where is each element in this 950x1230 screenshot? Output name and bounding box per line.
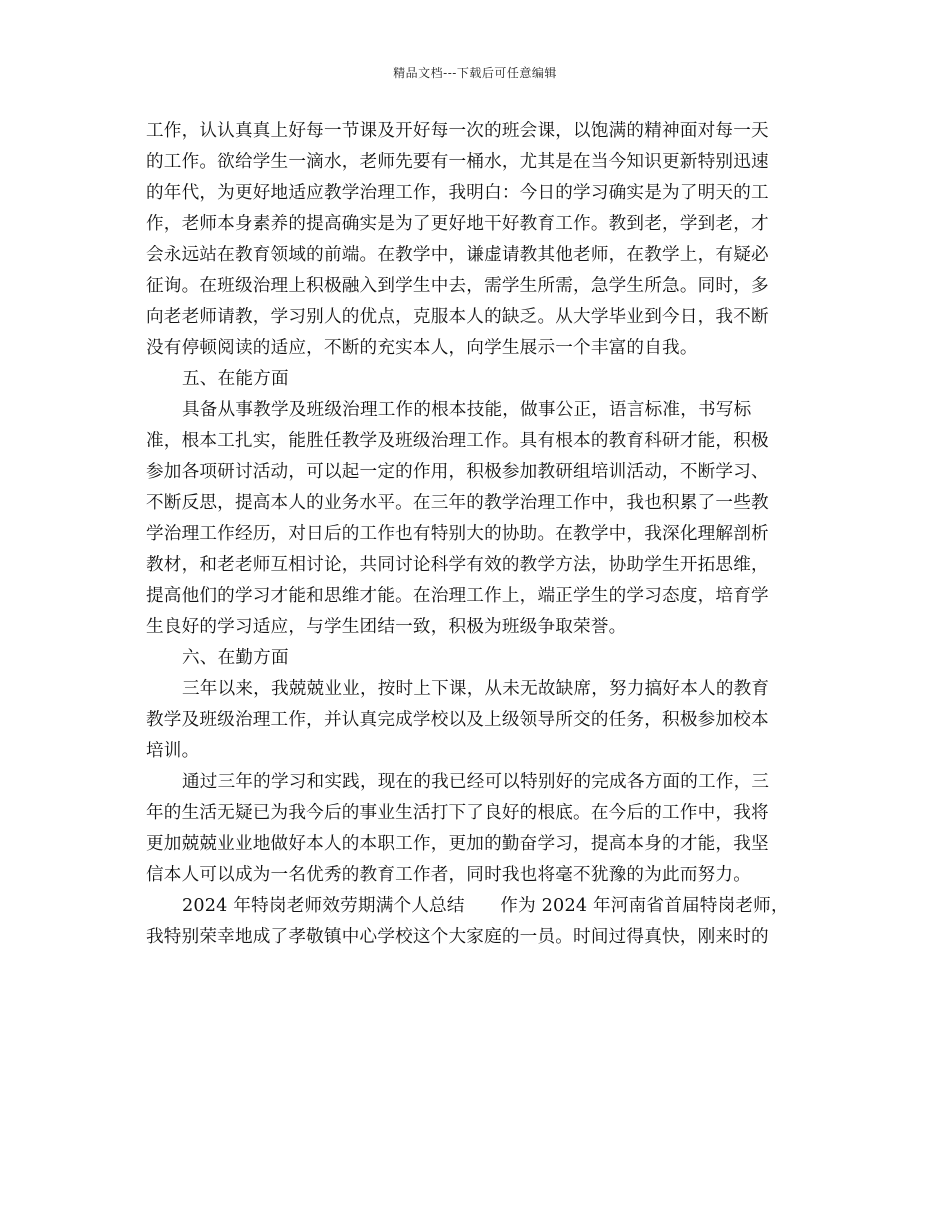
text-line: 生良好的学习适应，与学生团结一致，积极为班级争取荣誉。 — [146, 617, 627, 637]
text-line: 学治理工作经历，对日后的工作也有特别大的协助。在教学中，我深化理解剖析 — [146, 524, 769, 544]
text-line: 具备从事教学及班级治理工作的根本技能，做事公正，语言标准，书写标 — [182, 400, 752, 420]
text-line: 我特别荣幸地成了孝敬镇中心学校这个大家庭的一员。时间过得真快，刚来时的 — [146, 927, 769, 947]
text-line: 提高他们的学习才能和思维才能。在治理工作上，端正学生的学习态度，培育学 — [146, 586, 769, 606]
text-line: 的年代，为更好地适应教学治理工作，我明白：今日的学习确实是为了明天的工 — [146, 183, 769, 203]
text-line: 没有停顿阅读的适应，不断的充实本人，向学生展示一个丰富的自我。 — [146, 338, 698, 358]
text-line: 六、在勤方面 — [182, 648, 289, 668]
text-line: 更加兢兢业业地做好本人的本职工作，更加的勤奋学习，提高本身的才能，我坚 — [146, 834, 769, 854]
text-line: 教材，和老老师互相讨论，共同讨论科学有效的教学方法，协助学生开拓思维， — [146, 555, 769, 575]
text-line: 五、在能方面 — [182, 369, 289, 389]
text-line: 工作，认认真真上好每一节课及开好每一次的班会课，以饱满的精神面对每一天 — [146, 121, 769, 141]
text-line: 作，老师本身素养的提高确实是为了更好地干好教育工作。教到老，学到老，才 — [146, 214, 769, 234]
page-header: 精品文档---下载后可任意编辑 — [393, 66, 557, 80]
text-line: 2024 年特岗老师效劳期满个人总结 作为 2024 年河南省首届特岗老师， — [182, 896, 789, 916]
text-line: 年的生活无疑已为我今后的事业生活打下了良好的根底。在今后的工作中，我将 — [146, 803, 769, 823]
text-line: 培训。 — [146, 741, 200, 761]
text-line: 信本人可以成为一名优秀的教育工作者，同时我也将毫不犹豫的为此而努力。 — [146, 865, 751, 885]
text-line: 不断反思，提高本人的业务水平。在三年的教学治理工作中，我也积累了一些教 — [146, 493, 769, 513]
text-line: 教学及班级治理工作，并认真完成学校以及上级领导所交的任务，积极参加校本 — [146, 710, 769, 730]
text-line: 向老老师请教，学习别人的优点，克服本人的缺乏。从大学毕业到今日，我不断 — [146, 307, 769, 327]
text-line: 参加各项研讨活动，可以起一定的作用，积极参加教研组培训活动，不断学习、 — [146, 462, 769, 482]
document-body — [146, 116, 798, 953]
text-line: 准，根本工扎实，能胜任教学及班级治理工作。具有根本的教育科研才能，积极 — [146, 431, 769, 451]
text-line: 会永远站在教育领域的前端。在教学中，谦虚请教其他老师，在教学上，有疑必 — [146, 245, 769, 265]
text-line: 征询。在班级治理上积极融入到学生中去，需学生所需，急学生所急。同时，多 — [146, 276, 769, 296]
text-line: 三年以来，我兢兢业业，按时上下课，从未无故缺席，努力搞好本人的教育 — [182, 679, 770, 699]
text-line: 通过三年的学习和实践，现在的我已经可以特别好的完成各方面的工作，三 — [182, 772, 770, 792]
text-line: 的工作。欲给学生一滴水，老师先要有一桶水，尤其是在当今知识更新特别迅速 — [146, 152, 769, 172]
